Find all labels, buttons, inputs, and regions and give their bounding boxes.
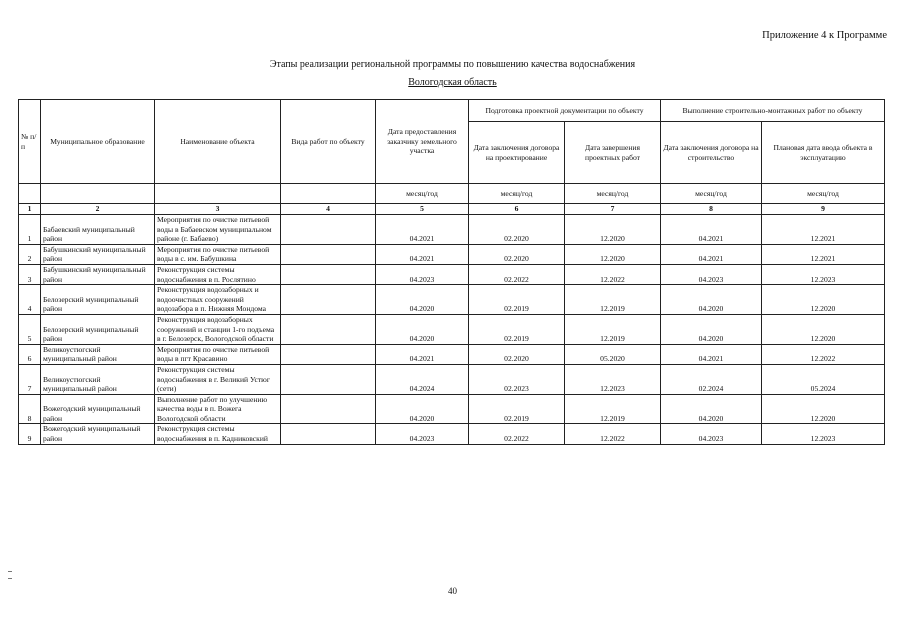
commission-date-cell: 12.2021	[762, 215, 885, 245]
design-end-date-cell: 12.2020	[565, 244, 661, 264]
unit-label: месяц/год	[762, 184, 885, 204]
land-date-cell: 04.2020	[376, 285, 469, 315]
design-contract-date-cell: 02.2022	[469, 424, 565, 444]
works-type-cell	[281, 394, 376, 424]
table-row	[19, 344, 885, 364]
object-name-cell: Реконструкция системы водоснабжения в п. Рослятино	[155, 264, 281, 284]
construction-contract-date-cell: 04.2021	[661, 215, 762, 245]
municipality-cell: Великоустюгский муниципальный район	[41, 364, 155, 394]
region-name: Вологодская область	[408, 77, 497, 88]
municipality-cell: Великоустюгский муниципальный район	[41, 344, 155, 364]
object-name-cell: Мероприятия по очистке питьевой воды в с. им. Бабушкина	[155, 244, 281, 264]
page-number: 40	[448, 586, 457, 596]
commission-date-cell: 12.2023	[762, 424, 885, 444]
municipality-cell: Вожегодский муниципальный район	[41, 394, 155, 424]
design-end-date-cell: 12.2019	[565, 314, 661, 344]
program-stages-table	[18, 99, 885, 445]
column-number: 5	[376, 204, 469, 215]
design-contract-date-cell: 02.2020	[469, 244, 565, 264]
header-design-contract: Дата заключения договора на проектирование	[469, 122, 565, 184]
land-date-cell: 04.2021	[376, 244, 469, 264]
design-contract-date-cell: 02.2023	[469, 364, 565, 394]
row-number: 1	[19, 215, 41, 245]
municipality-cell: Бабушкинский муниципальный район	[41, 264, 155, 284]
land-date-cell: 04.2023	[376, 264, 469, 284]
row-number: 3	[19, 264, 41, 284]
object-name-cell: Мероприятия по очистке питьевой воды в Бабаевском муниципальном районе (г. Бабаево)	[155, 215, 281, 245]
table-row	[19, 314, 885, 344]
scan-mark	[8, 571, 12, 572]
commission-date-cell: 12.2021	[762, 244, 885, 264]
land-date-cell: 04.2020	[376, 314, 469, 344]
design-end-date-cell: 12.2020	[565, 215, 661, 245]
construction-contract-date-cell: 04.2021	[661, 344, 762, 364]
row-number: 8	[19, 394, 41, 424]
construction-contract-date-cell: 04.2021	[661, 244, 762, 264]
municipality-cell: Белозерский муниципальный район	[41, 314, 155, 344]
works-type-cell	[281, 364, 376, 394]
table-row	[19, 364, 885, 394]
header-works: Вида работ по объекту	[281, 100, 376, 184]
unit-label: месяц/год	[565, 184, 661, 204]
construction-contract-date-cell: 04.2020	[661, 314, 762, 344]
municipality-cell: Бабаевский муниципальный район	[41, 215, 155, 245]
column-number: 4	[281, 204, 376, 215]
table-row	[19, 285, 885, 315]
commission-date-cell: 12.2023	[762, 264, 885, 284]
object-name-cell: Мероприятия по очистке питьевой воды в пгт Красавино	[155, 344, 281, 364]
design-end-date-cell: 12.2019	[565, 285, 661, 315]
construction-contract-date-cell: 04.2020	[661, 285, 762, 315]
design-end-date-cell: 12.2022	[565, 424, 661, 444]
design-contract-date-cell: 02.2020	[469, 215, 565, 245]
construction-contract-date-cell: 04.2020	[661, 394, 762, 424]
design-end-date-cell: 12.2023	[565, 364, 661, 394]
row-number: 9	[19, 424, 41, 444]
row-number: 2	[19, 244, 41, 264]
land-date-cell: 04.2024	[376, 364, 469, 394]
design-end-date-cell: 12.2022	[565, 264, 661, 284]
works-type-cell	[281, 215, 376, 245]
table-row	[19, 215, 885, 245]
table-row	[19, 394, 885, 424]
construction-contract-date-cell: 02.2024	[661, 364, 762, 394]
land-date-cell: 04.2021	[376, 344, 469, 364]
appendix-label: Приложение 4 к Программе	[762, 30, 887, 41]
row-number: 7	[19, 364, 41, 394]
works-type-cell	[281, 314, 376, 344]
object-name-cell: Реконструкция системы водоснабжения в п. Кадниковский	[155, 424, 281, 444]
design-contract-date-cell: 02.2020	[469, 344, 565, 364]
table-row	[19, 424, 885, 444]
column-number: 3	[155, 204, 281, 215]
scan-mark	[8, 578, 12, 579]
works-type-cell	[281, 264, 376, 284]
design-end-date-cell: 12.2019	[565, 394, 661, 424]
object-name-cell: Реконструкция водозаборных и водоочистных сооружений водозабора в п. Нижняя Мондома	[155, 285, 281, 315]
header-group-design: Подготовка проектной документации по объекту	[469, 100, 661, 122]
commission-date-cell: 12.2020	[762, 285, 885, 315]
column-number: 7	[565, 204, 661, 215]
land-date-cell: 04.2023	[376, 424, 469, 444]
municipality-cell: Вожегодский муниципальный район	[41, 424, 155, 444]
design-contract-date-cell: 02.2022	[469, 264, 565, 284]
works-type-cell	[281, 244, 376, 264]
design-end-date-cell: 05.2020	[565, 344, 661, 364]
column-number: 2	[41, 204, 155, 215]
works-type-cell	[281, 424, 376, 444]
header-design-end: Дата завершения проектных работ	[565, 122, 661, 184]
works-type-cell	[281, 344, 376, 364]
design-contract-date-cell: 02.2019	[469, 394, 565, 424]
design-contract-date-cell: 02.2019	[469, 285, 565, 315]
header-object: Наименование объекта	[155, 100, 281, 184]
column-number: 6	[469, 204, 565, 215]
construction-contract-date-cell: 04.2023	[661, 424, 762, 444]
land-date-cell: 04.2020	[376, 394, 469, 424]
land-date-cell: 04.2021	[376, 215, 469, 245]
commission-date-cell: 12.2020	[762, 314, 885, 344]
unit-label: месяц/год	[376, 184, 469, 204]
table-row	[19, 244, 885, 264]
row-number: 5	[19, 314, 41, 344]
row-number: 4	[19, 285, 41, 315]
municipality-cell: Белозерский муниципальный район	[41, 285, 155, 315]
column-number: 1	[19, 204, 41, 215]
header-construction-contract: Дата заключения договора на строительство	[661, 122, 762, 184]
commission-date-cell: 12.2020	[762, 394, 885, 424]
region-title	[0, 77, 905, 88]
object-name-cell: Выполнение работ по улучшению качества воды в п. Вожега Вологодской области	[155, 394, 281, 424]
column-number: 9	[762, 204, 885, 215]
column-number: 8	[661, 204, 762, 215]
unit-label: месяц/год	[469, 184, 565, 204]
object-name-cell: Реконструкция системы водоснабжения в г. Великий Устюг (сети)	[155, 364, 281, 394]
table-row	[19, 264, 885, 284]
object-name-cell: Реконструкция водозаборных сооружений и станции 1-го подъема в г. Белозерск, Вологодской области	[155, 314, 281, 344]
unit-label: месяц/год	[661, 184, 762, 204]
municipality-cell: Бабушкинский муниципальный район	[41, 244, 155, 264]
header-municipality: Муниципальное образование	[41, 100, 155, 184]
works-type-cell	[281, 285, 376, 315]
header-land-date: Дата предоставления заказчику земельного участка	[376, 100, 469, 184]
header-idx: № п/п	[19, 100, 41, 184]
row-number: 6	[19, 344, 41, 364]
design-contract-date-cell: 02.2019	[469, 314, 565, 344]
commission-date-cell: 12.2022	[762, 344, 885, 364]
header-commission-date: Плановая дата ввода объекта в эксплуатацию	[762, 122, 885, 184]
construction-contract-date-cell: 04.2023	[661, 264, 762, 284]
header-group-construction: Выполнение строительно-монтажных работ по объекту	[661, 100, 885, 122]
commission-date-cell: 05.2024	[762, 364, 885, 394]
document-title: Этапы реализации региональной программы по повышению качества водоснабжения	[269, 59, 636, 70]
